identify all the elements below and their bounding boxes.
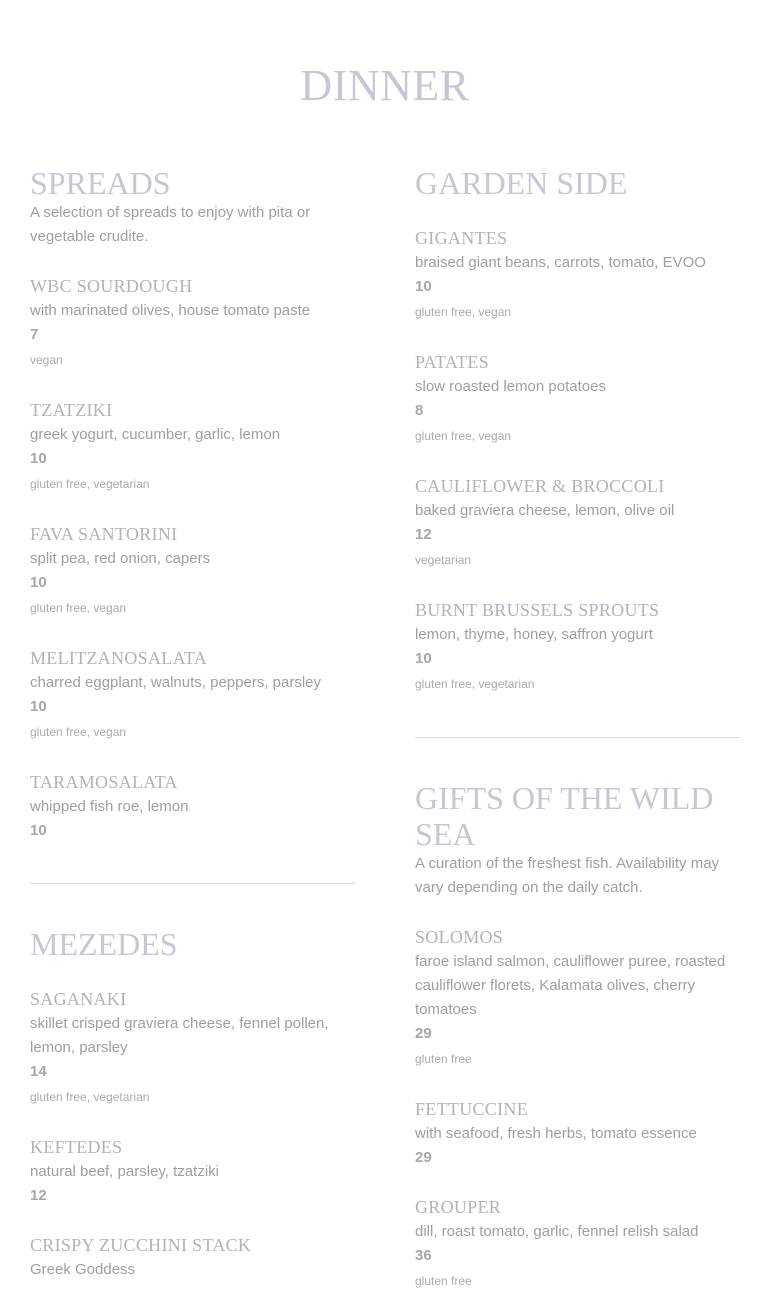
item-tags: gluten free <box>415 1052 472 1066</box>
menu-item <box>415 599 740 697</box>
item-tags: gluten free, vegetarian <box>30 1090 150 1104</box>
menu-column-left <box>30 165 355 1282</box>
item-description: natural beef, parsley, tzatziki <box>30 1163 219 1180</box>
item-name: FAVA SANTORINI <box>30 524 178 544</box>
item-price: 10 <box>30 698 47 715</box>
item-price: 10 <box>415 650 432 667</box>
menu-item <box>415 1196 740 1294</box>
item-description: baked graviera cheese, lemon, olive oil <box>415 502 675 519</box>
item-description: whipped fish roe, lemon <box>30 798 189 815</box>
menu-item <box>415 227 740 325</box>
section-title: SPREADS <box>30 165 171 201</box>
item-price: 14 <box>30 1063 47 1080</box>
menu-title: DINNER <box>300 61 470 110</box>
item-description: with seafood, fresh herbs, tomato essence <box>415 1125 697 1142</box>
item-price: 12 <box>415 526 432 543</box>
item-price: 36 <box>415 1247 432 1264</box>
item-tags: gluten free <box>415 1274 472 1288</box>
item-description: lemon, thyme, honey, saffron yogurt <box>415 626 653 643</box>
item-price: 12 <box>30 1187 47 1204</box>
menu-item <box>415 475 740 573</box>
menu-item <box>415 926 740 1072</box>
item-name: BURNT BRUSSELS SPROUTS <box>415 600 660 620</box>
item-price: 10 <box>415 278 432 295</box>
item-tags: gluten free, vegetarian <box>30 477 150 491</box>
item-name: MELITZANOSALATA <box>30 648 208 668</box>
item-description: Greek Goddess <box>30 1261 136 1278</box>
item-price: 8 <box>415 402 424 419</box>
item-name: KEFTEDES <box>30 1137 123 1157</box>
menu-item <box>30 523 355 621</box>
item-name: SOLOMOS <box>415 927 504 947</box>
section-title: GARDEN SIDE <box>415 165 628 201</box>
menu-item <box>415 1098 740 1170</box>
menu-item <box>30 1234 355 1282</box>
item-price: 29 <box>415 1025 432 1042</box>
item-tags: gluten free, vegan <box>415 429 512 443</box>
item-description: slow roasted lemon potatoes <box>415 378 606 395</box>
item-description: braised giant beans, carrots, tomato, EVOO <box>415 254 706 271</box>
section-description: A curation of the freshest fish. Availability may vary depending on the daily catch. <box>415 855 720 896</box>
item-name: TZATZIKI <box>30 400 113 420</box>
item-description: with marinated olives, house tomato paste <box>30 302 311 319</box>
item-tags: gluten free, vegan <box>30 725 127 739</box>
section-mezedes <box>30 926 355 1282</box>
item-name: GROUPER <box>415 1197 502 1217</box>
item-description: greek yogurt, cucumber, garlic, lemon <box>30 426 281 443</box>
item-price: 10 <box>30 574 47 591</box>
item-description: split pea, red onion, capers <box>30 550 211 567</box>
item-name: WBC SOURDOUGH <box>30 276 193 296</box>
item-tags: vegetarian <box>415 553 472 567</box>
item-tags: gluten free, vegetarian <box>415 677 535 691</box>
menu-item <box>30 399 355 497</box>
menu-item <box>415 351 740 449</box>
item-price: 29 <box>415 1149 432 1166</box>
item-tags: vegan <box>30 353 63 367</box>
item-name: CAULIFLOWER & BROCCOLI <box>415 476 665 496</box>
section-title: GIFTS OF THE WILD SEA <box>415 780 714 852</box>
item-description: faroe island salmon, cauliflower puree, roasted cauliflower florets, Kalamata olives, cherry tomatoes <box>415 953 726 1018</box>
item-price: 10 <box>30 822 47 839</box>
item-name: TARAMOSALATA <box>30 772 178 792</box>
item-name: CRISPY ZUCCHINI STACK <box>30 1235 252 1255</box>
section-description: A selection of spreads to enjoy with pita or vegetable crudite. <box>30 204 311 245</box>
item-name: FETTUCCINE <box>415 1099 528 1119</box>
menu-column-right <box>415 165 740 1294</box>
menu-item <box>30 275 355 373</box>
section-spreads <box>30 165 355 843</box>
item-name: GIGANTES <box>415 228 508 248</box>
menu-item <box>30 1136 355 1208</box>
item-description: skillet crisped graviera cheese, fennel pollen, lemon, parsley <box>30 1015 329 1056</box>
section-divider <box>30 883 355 884</box>
section-garden-side <box>415 165 740 697</box>
item-tags: gluten free, vegan <box>415 305 512 319</box>
menu-item <box>30 647 355 745</box>
item-price: 10 <box>30 450 47 467</box>
menu-item <box>30 771 355 843</box>
section-divider <box>415 737 740 738</box>
item-description: dill, roast tomato, garlic, fennel relish salad <box>415 1223 699 1240</box>
menu-item <box>30 988 355 1110</box>
item-description: charred eggplant, walnuts, peppers, parsley <box>30 674 322 691</box>
item-name: SAGANAKI <box>30 989 127 1009</box>
section-title: MEZEDES <box>30 926 178 962</box>
section-wild-sea <box>415 780 740 1294</box>
item-name: PATATES <box>415 352 490 372</box>
item-tags: gluten free, vegan <box>30 601 127 615</box>
item-price: 7 <box>30 326 39 343</box>
